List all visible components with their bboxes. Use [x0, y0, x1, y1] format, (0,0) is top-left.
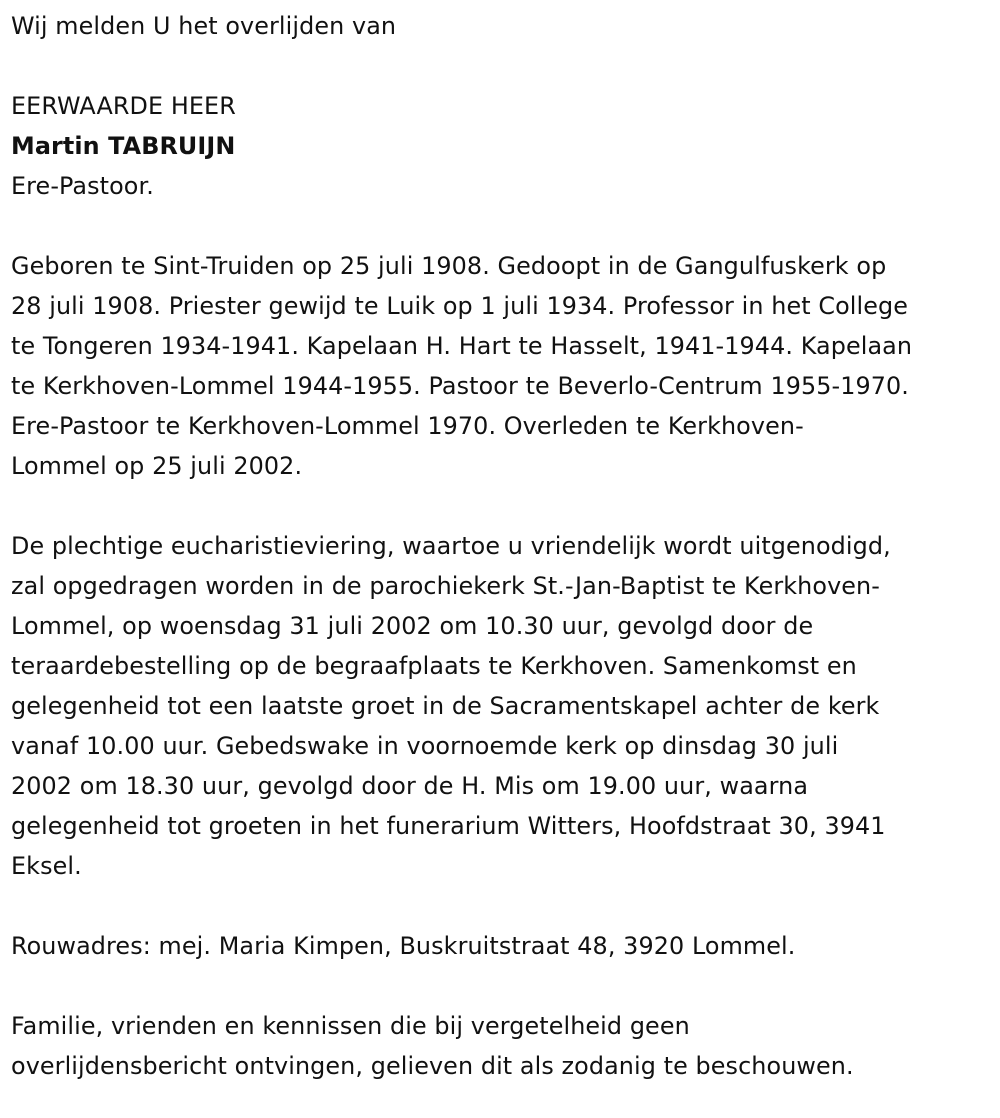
biography-line: te Kerkhoven-Lommel 1944-1955. Pastoor te Beverlo-Centrum 1955-1970.	[11, 372, 909, 400]
ceremony-line: 2002 om 18.30 uur, gevolgd door de H. Mis om 19.00 uur, waarna	[11, 772, 809, 800]
ceremony-line: vanaf 10.00 uur. Gebedswake in voornoemde kerk op dinsdag 30 juli	[11, 732, 839, 760]
ceremony-line: zal opgedragen worden in de parochiekerk St.-Jan-Baptist te Kerkhoven-	[11, 572, 880, 600]
closing-line: overlijdensbericht ontvingen, gelieven dit als zodanig te beschouwen.	[11, 1052, 854, 1080]
spacer	[11, 966, 1000, 1006]
biography-line: Lommel op 25 juli 2002.	[11, 452, 303, 480]
ceremony-line: De plechtige eucharistieviering, waartoe u vriendelijk wordt uitgenodigd,	[11, 532, 891, 560]
biography-line: 28 juli 1908. Priester gewijd te Luik op 1 juli 1934. Professor in het College	[11, 292, 909, 320]
honorific-title: EERWAARDE HEER	[11, 92, 236, 120]
ceremony-line: Eksel.	[11, 852, 82, 880]
ceremony-line: gelegenheid tot groeten in het funerarium Witters, Hoofdstraat 30, 3941	[11, 812, 886, 840]
ceremony-line: Lommel, op woensdag 31 juli 2002 om 10.30 uur, gevolgd door de	[11, 612, 814, 640]
mourning-address: Rouwadres: mej. Maria Kimpen, Buskruitstraat 48, 3920 Lommel.	[11, 932, 796, 960]
closing-line: Familie, vrienden en kennissen die bij vergetelheid geen	[11, 1012, 690, 1040]
biography-paragraph	[11, 246, 1000, 486]
ceremony-line: teraardebestelling op de begraafplaats te Kerkhoven. Samenkomst en	[11, 652, 857, 680]
intro-text: Wij melden U het overlijden van	[11, 12, 397, 40]
deceased-role: Ere-Pastoor.	[11, 172, 154, 200]
biography-line: te Tongeren 1934-1941. Kapelaan H. Hart te Hasselt, 1941-1944. Kapelaan	[11, 332, 913, 360]
spacer	[11, 206, 1000, 246]
biography-line: Geboren te Sint-Truiden op 25 juli 1908. Gedoopt in de Gangulfuskerk op	[11, 252, 887, 280]
biography-line: Ere-Pastoor te Kerkhoven-Lommel 1970. Overleden te Kerkhoven-	[11, 412, 804, 440]
spacer	[11, 886, 1000, 926]
spacer	[11, 486, 1000, 526]
ceremony-paragraph	[11, 526, 1000, 886]
closing-paragraph	[11, 1006, 1000, 1086]
ceremony-line: gelegenheid tot een laatste groet in de Sacramentskapel achter de kerk	[11, 692, 880, 720]
spacer	[11, 46, 1000, 86]
deceased-name: Martin TABRUIJN	[11, 132, 236, 160]
